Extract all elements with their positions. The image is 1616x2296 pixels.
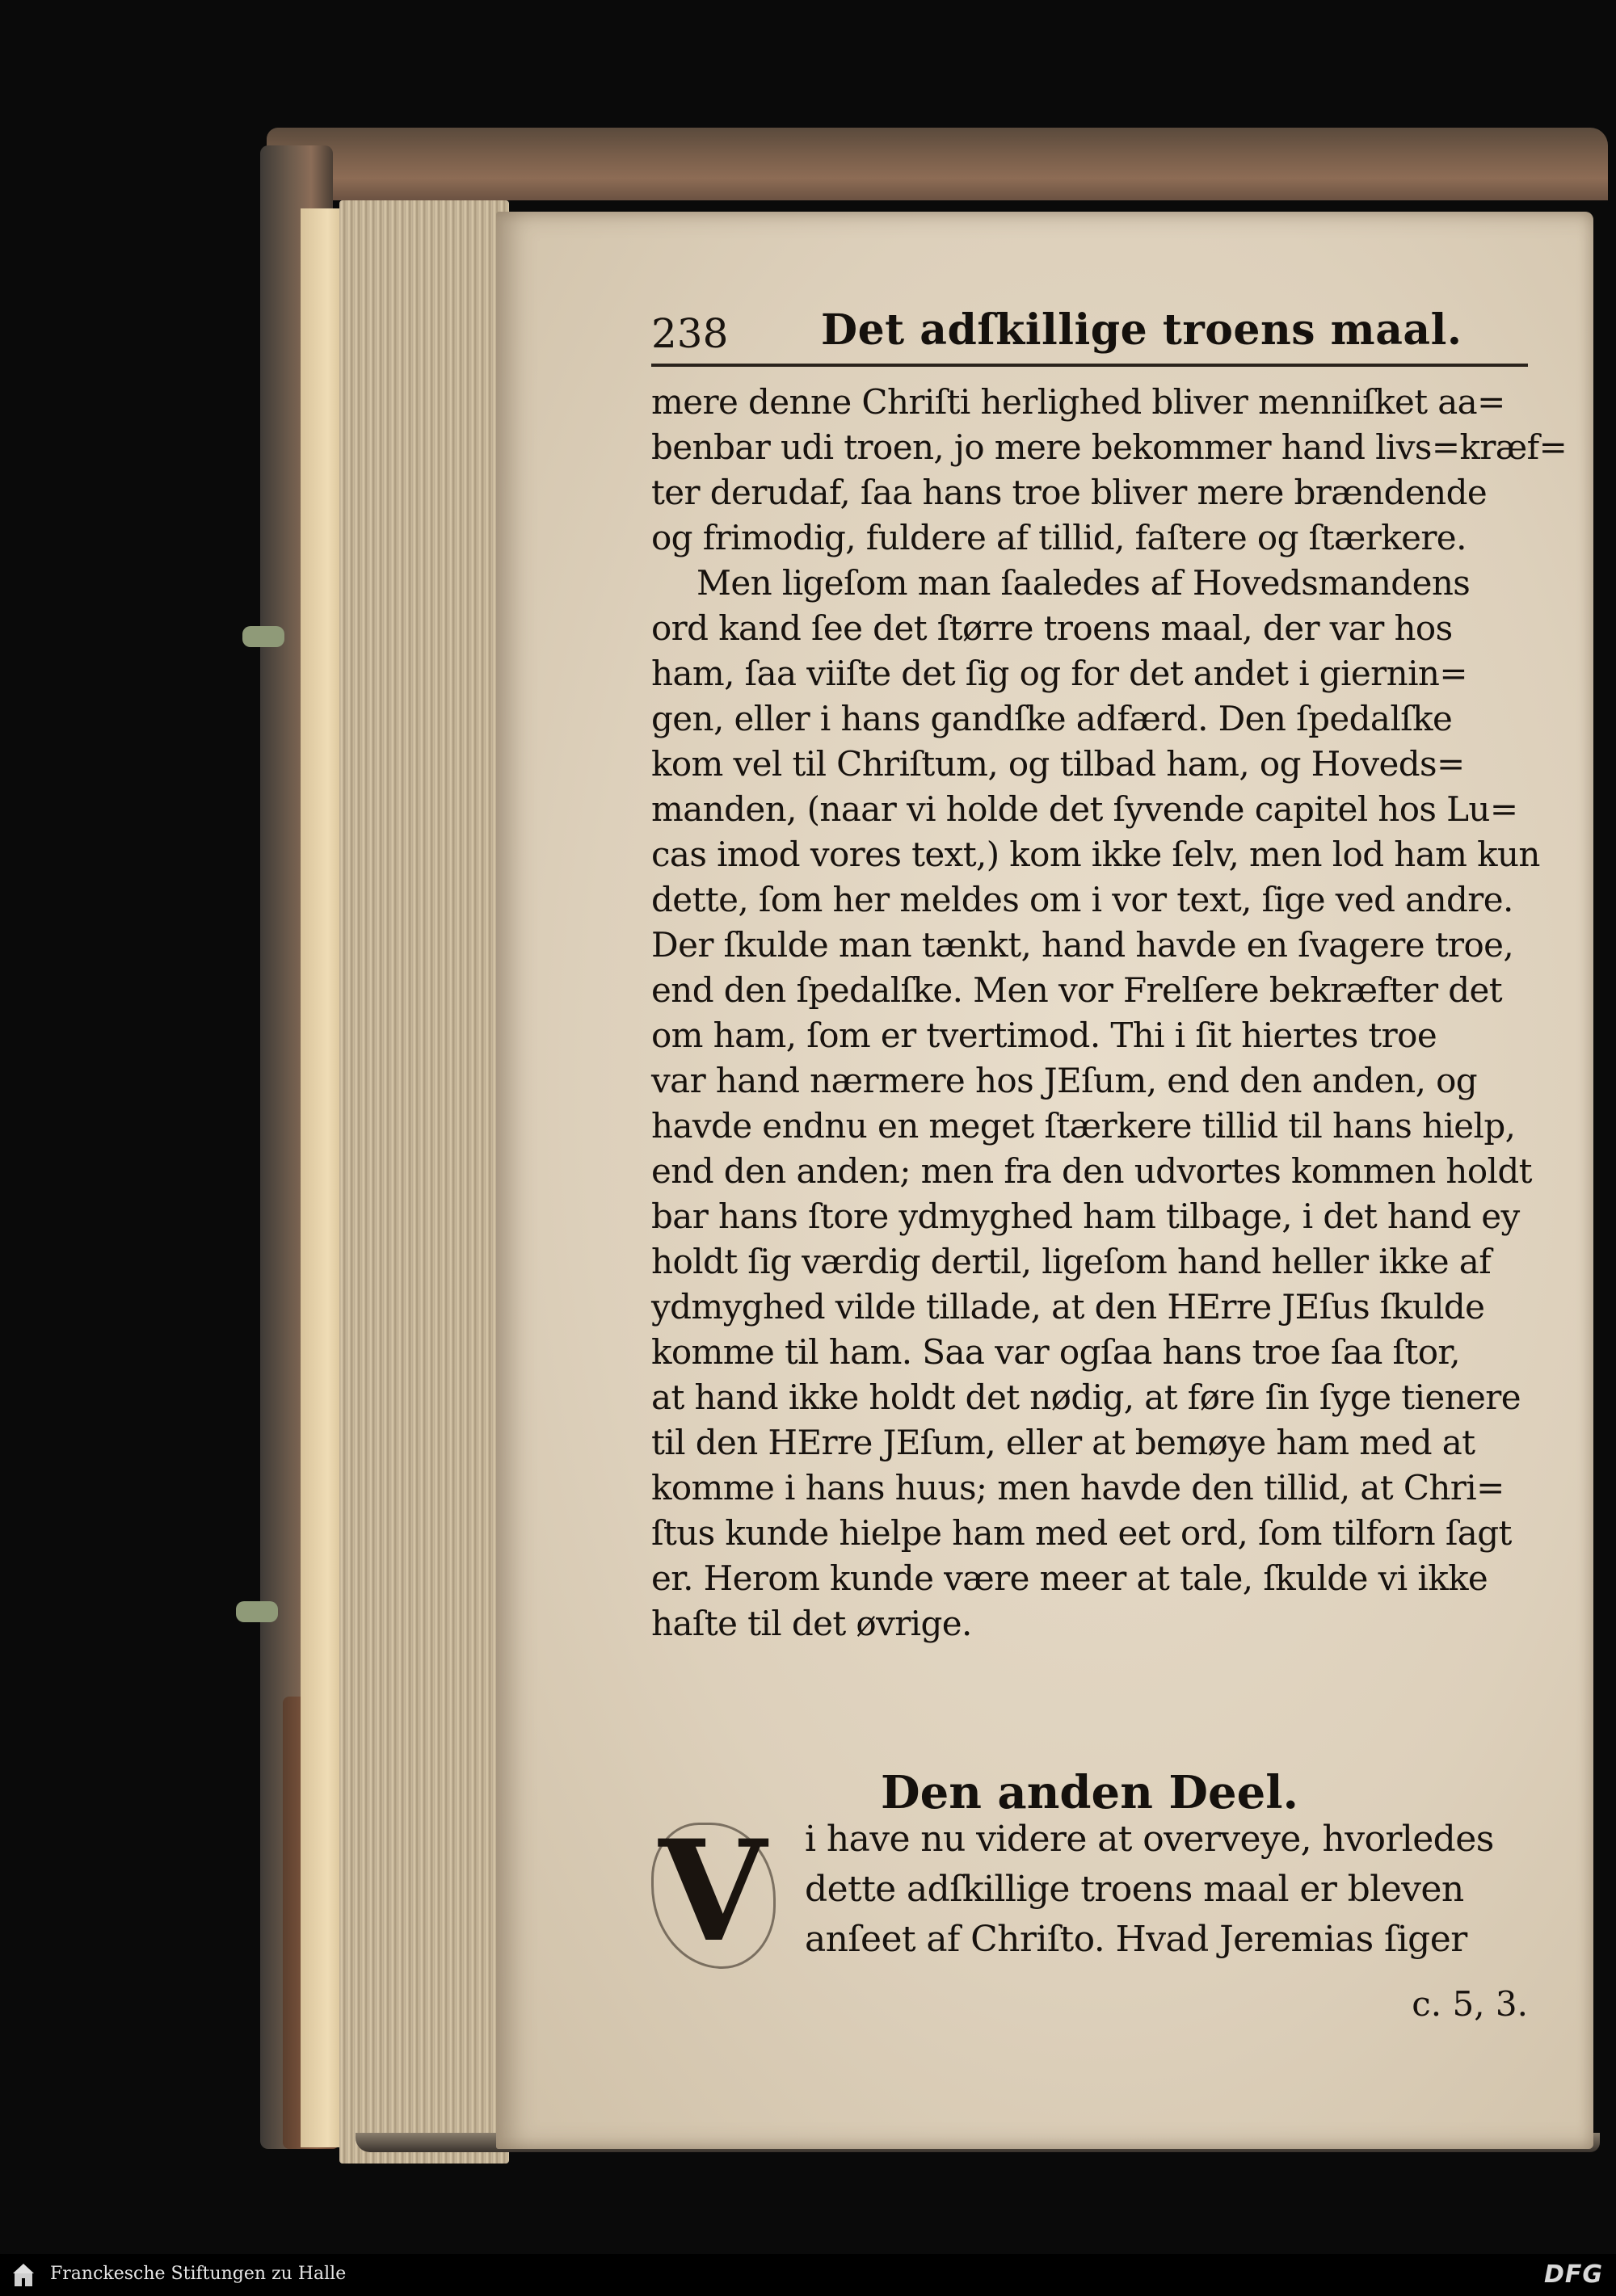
text-line: dette adſkillige troens maal er bleven bbox=[805, 1869, 1464, 1910]
dfg-logo: DFG bbox=[1543, 2260, 1603, 2289]
text-line: manden, (naar vi holde det ſyvende capitel hos Lu= bbox=[651, 789, 1518, 829]
text-line: anſeet af Chriſto. Hvad Jeremias ſiger bbox=[805, 1919, 1467, 1960]
text-line: om ham, ſom er tvertimod. Thi i ſit hiertes troe bbox=[651, 1016, 1437, 1055]
catchword: c. 5, 3. bbox=[1412, 1984, 1528, 2024]
text-line: at hand ikke holdt det nødig, at føre ſin ſyge tienere bbox=[651, 1377, 1521, 1417]
text-line: cas imod vores text,) kom ikke ſelv, men lod ham kun bbox=[651, 835, 1540, 874]
text-line: Der ſkulde man tænkt, hand havde en ſvagere troe, bbox=[651, 925, 1514, 965]
text-line: ter derudaf, ſaa hans troe bliver mere brændende bbox=[651, 473, 1488, 512]
text-line: havde endnu en meget ſtærkere tillid til hans hielp, bbox=[651, 1106, 1516, 1146]
text-line: dette, ſom her meldes om i vor text, ſige ved andre. bbox=[651, 880, 1513, 919]
footer-bar bbox=[0, 2254, 1616, 2296]
text-line: er. Herom kunde være meer at tale, ſkulde vi ikke bbox=[651, 1558, 1488, 1598]
book-tie-upper bbox=[242, 626, 284, 647]
text-line: ydmyghed vilde tillade, at den HErre JEſus ſkulde bbox=[651, 1287, 1485, 1327]
text-line: haſte til det øvrige. bbox=[651, 1604, 972, 1643]
text-line: i have nu videre at overveye, hvorledes bbox=[805, 1819, 1494, 1860]
text-line: til den HErre JEſum, eller at bemøye ham med at bbox=[651, 1423, 1475, 1462]
page-number: 238 bbox=[651, 310, 729, 357]
text-line: end den anden; men fra den udvortes kommen holdt bbox=[651, 1151, 1532, 1191]
institution-label: Franckesche Stiftungen zu Halle bbox=[50, 2264, 347, 2284]
text-line: ham, ſaa viiſte det ſig og for det andet i giernin= bbox=[651, 654, 1467, 693]
decorated-initial bbox=[651, 1809, 771, 1973]
text-line: mere denne Chriſti herlighed bliver menniſket aa= bbox=[651, 382, 1505, 422]
head-rule bbox=[651, 364, 1528, 367]
running-head bbox=[651, 305, 1528, 357]
text-line: benbar udi troen, jo mere bekommer hand livs=kræf= bbox=[651, 427, 1568, 467]
section-opening-text bbox=[805, 1815, 1528, 1965]
text-line: var hand nærmere hos JEſum, end den anden, og bbox=[651, 1061, 1478, 1100]
section-heading: Den anden Deel. bbox=[881, 1766, 1298, 1819]
text-line: kom vel til Chriſtum, og tilbad ham, og Hoveds= bbox=[651, 744, 1465, 784]
text-line: holdt ſig værdig dertil, ligeſom hand heller ikke af bbox=[651, 1242, 1492, 1281]
running-title: Det adſkillige troens maal. bbox=[821, 305, 1462, 355]
text-line: ord kand ſee det ſtørre troens maal, der var hos bbox=[651, 608, 1453, 648]
text-line: komme til ham. Saa var ogſaa hans troe ſaa ſtor, bbox=[651, 1332, 1461, 1372]
text-line: og frimodig, fuldere af tillid, faſtere og ſtærkere. bbox=[651, 518, 1467, 557]
text-line: ſtus kunde hielpe ham med eet ord, ſom tilforn ſagt bbox=[651, 1513, 1512, 1553]
text-line: end den ſpedalſke. Men vor Frelſere bekræfter det bbox=[651, 970, 1503, 1010]
text-line: gen, eller i hans gandſke adfærd. Den ſpedalſke bbox=[651, 699, 1453, 738]
text-line: bar hans ſtore ydmyghed ham tilbage, i det hand ey bbox=[651, 1196, 1520, 1236]
text-line: Men ligeſom man ſaaledes af Hovedsmandens bbox=[696, 563, 1471, 603]
body-text bbox=[651, 380, 1568, 1646]
book-cover-top-edge bbox=[267, 128, 1608, 200]
franckesche-stiftungen-logo-icon bbox=[11, 2260, 36, 2290]
page-edges bbox=[339, 200, 509, 2164]
book-tie-lower bbox=[236, 1601, 278, 1622]
text-line: komme i hans huus; men havde den tillid, at Chri= bbox=[651, 1468, 1504, 1508]
initial-letter: V bbox=[659, 1809, 767, 1973]
